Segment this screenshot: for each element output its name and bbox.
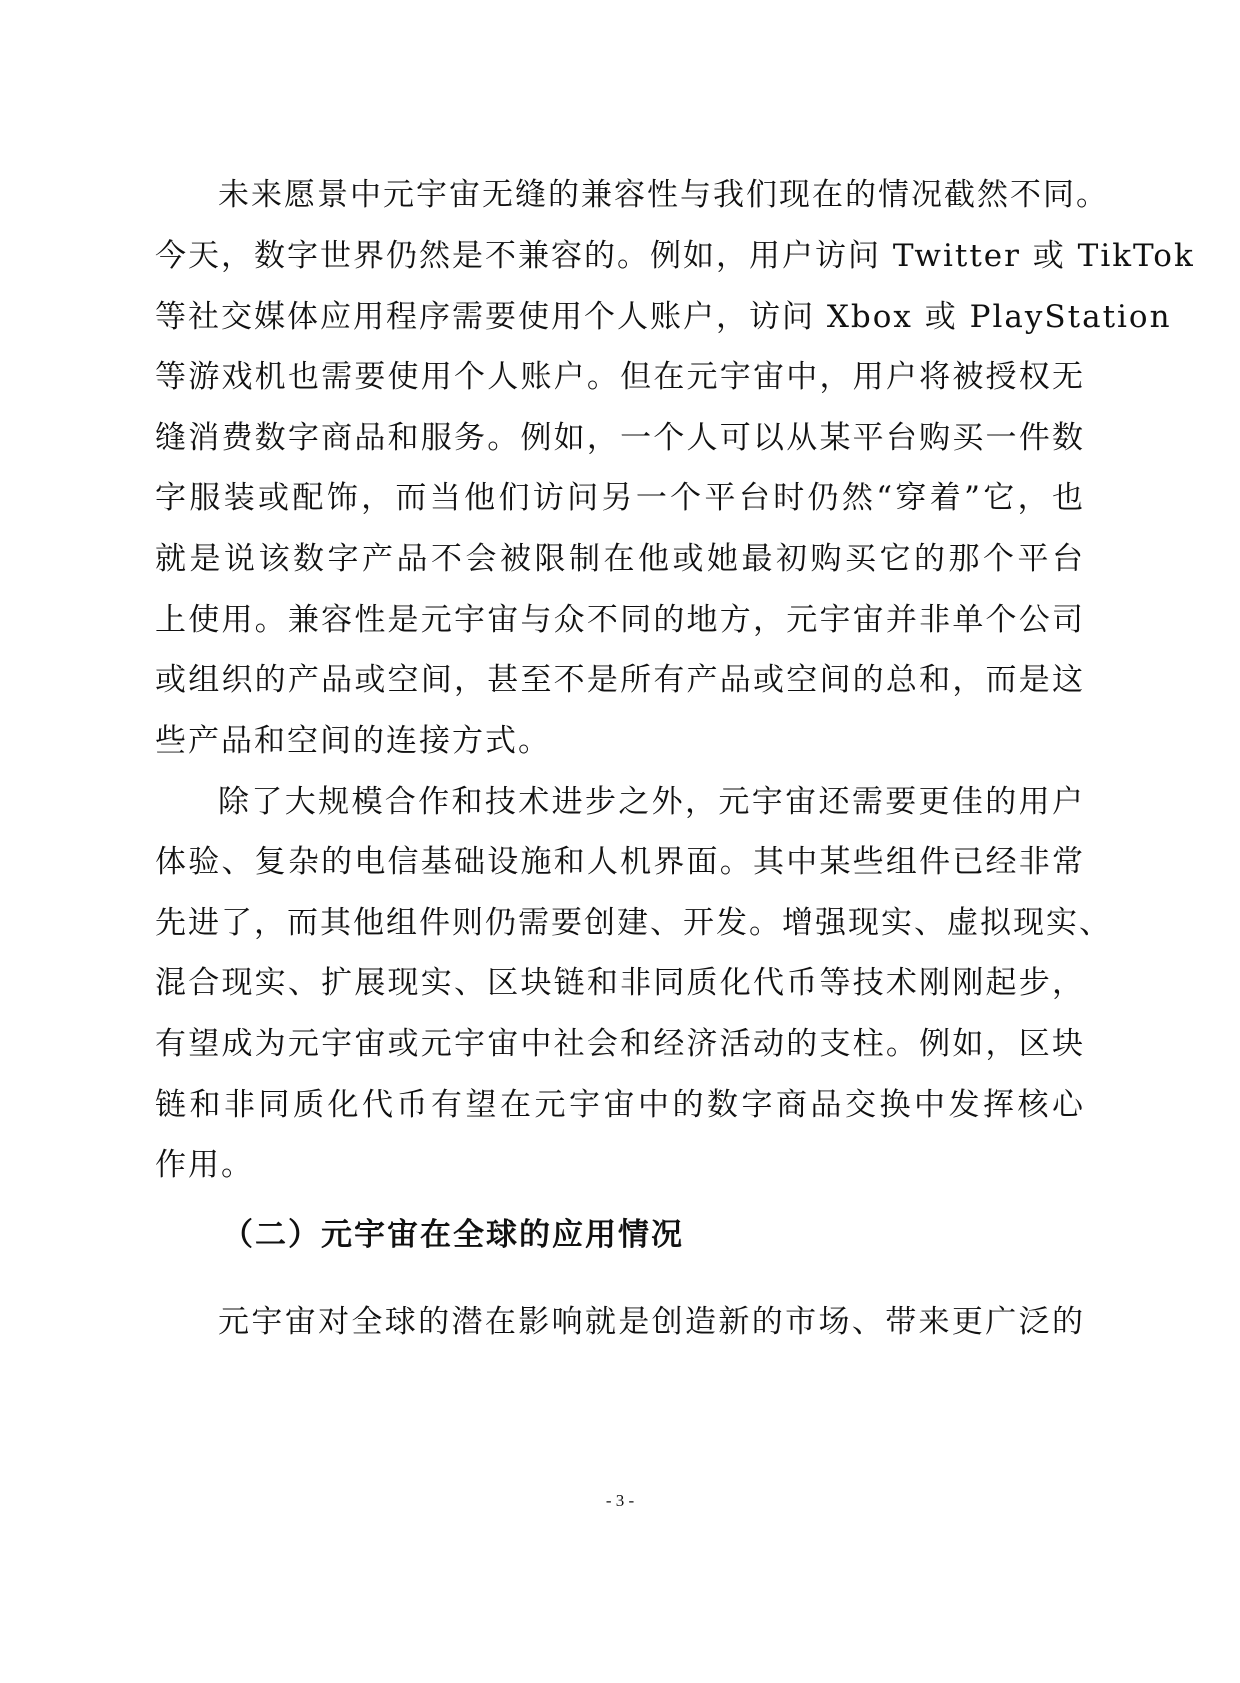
paragraph-2-line-7: 作用。 bbox=[155, 1147, 254, 1183]
page-number: - 3 - bbox=[605, 1491, 635, 1510]
paragraph-2-line-1: 除了大规模合作和技术进步之外，元宇宙还需要更佳的用户 bbox=[218, 784, 1085, 820]
paragraph-1-line-9: 或组织的产品或空间，甚至不是所有产品或空间的总和，而是这 bbox=[155, 662, 1085, 698]
paragraph-1-line-6: 字服装或配饰，而当他们访问另一个平台时仍然“穿着”它，也 bbox=[155, 480, 1085, 516]
paragraph-1-line-7: 就是说该数字产品不会被限制在他或她最初购买它的那个平台 bbox=[155, 541, 1085, 577]
paragraph-2-line-3: 先进了，而其他组件则仍需要创建、开发。增强现实、虚拟现实、 bbox=[155, 905, 1112, 941]
paragraph-3-line-1: 元宇宙对全球的潜在影响就是创造新的市场、带来更广泛的 bbox=[218, 1304, 1085, 1340]
paragraph-1-line-5: 缝消费数字商品和服务。例如，一个人可以从某平台购买一件数 bbox=[155, 420, 1085, 456]
paragraph-2-line-4: 混合现实、扩展现实、区块链和非同质化代币等技术刚刚起步， bbox=[155, 965, 1085, 1001]
paragraph-1-line-3: 等社交媒体应用程序需要使用个人账户，访问 Xbox 或 PlayStation bbox=[155, 299, 1172, 335]
paragraph-1-line-1: 未来愿景中元宇宙无缝的兼容性与我们现在的情况截然不同。 bbox=[218, 177, 1109, 213]
paragraph-1-line-2: 今天，数字世界仍然是不兼容的。例如，用户访问 Twitter 或 TikTok bbox=[155, 238, 1195, 274]
paragraph-2-line-6: 链和非同质化代币有望在元宇宙中的数字商品交换中发挥核心 bbox=[155, 1087, 1085, 1123]
paragraph-2-line-5: 有望成为元宇宙或元宇宙中社会和经济活动的支柱。例如，区块 bbox=[155, 1026, 1085, 1062]
paragraph-1-line-8: 上使用。兼容性是元宇宙与众不同的地方，元宇宙并非单个公司 bbox=[155, 602, 1085, 638]
paragraph-1-line-10: 些产品和空间的连接方式。 bbox=[155, 723, 551, 759]
paragraph-1-line-4: 等游戏机也需要使用个人账户。但在元宇宙中，用户将被授权无 bbox=[155, 359, 1085, 395]
section-heading: （二）元宇宙在全球的应用情况 bbox=[222, 1217, 684, 1253]
paragraph-2-line-2: 体验、复杂的电信基础设施和人机界面。其中某些组件已经非常 bbox=[155, 844, 1085, 880]
